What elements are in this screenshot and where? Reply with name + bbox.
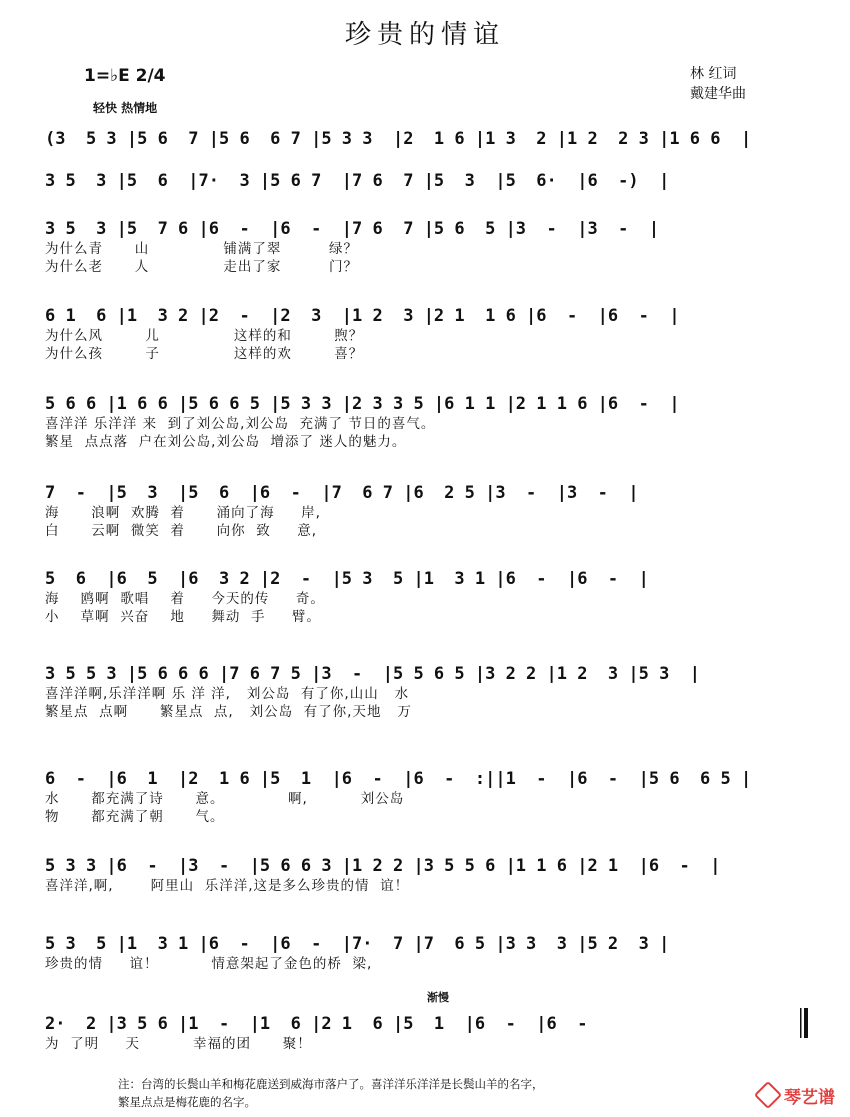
lyric-verse-1: 为什么青 山 铺满了翠 绿？ [45,241,358,257]
lyric-verse-2: 物 都充满了朝 气。 [45,809,225,825]
watermark-text: 琴艺谱 [784,1088,835,1108]
notes-line: 5 6 6 |1 6 6 |5 6 6 5 |5 3 3 |2 3 3 5 |6 1 1 |2 1 1 6 |6 - | [45,394,680,414]
composer: 戴建华曲 [690,86,746,102]
lyric-verse-1: 为什么风 儿 这样的和 煦？ [45,328,364,344]
score-row [45,482,815,540]
credits [690,64,746,104]
lyric-verse-2: 繁星点 点啊 繁星点 点, 刘公岛 有了你,天地 万 [45,704,412,720]
lyric-verse-1: 珍贵的情 谊！ 情意架起了金色的桥 梁, [45,956,373,972]
footnote [118,1075,544,1111]
score-row [45,128,815,150]
lyric-verse-1: 为 了明 天 幸福的团 聚！ [45,1036,312,1052]
watermark-logo [758,1083,835,1108]
score-row [45,393,815,451]
lyric-verse-1: 喜洋洋 乐洋洋 来 到了刘公岛,刘公岛 充满了 节日的喜气。 [45,416,436,432]
lyric-verse-2: 繁星 点点落 户在刘公岛,刘公岛 增添了 迷人的魅力。 [45,434,407,450]
lyric-verse-1: 水 都充满了诗 意。 啊, 刘公岛 [45,791,405,807]
footnote-line: 注：台湾的长鬓山羊和梅花鹿送到威海市落户了。喜洋洋乐洋洋是长鬓山羊的名字， [118,1077,544,1091]
lyric-verse-2: 白 云啊 微笑 着 向你 致 意, [45,523,317,539]
notes-line: 6 - |6 1 |2 1 6 |5 1 |6 - |6 - :||1 - |6 - |5 6 6 5 | [45,769,752,789]
notes-line: 6 1 6 |1 3 2 |2 - |2 3 |1 2 3 |2 1 1 6 |6 - |6 - | [45,306,680,326]
lyric-verse-1: 喜洋洋啊,乐洋洋啊 乐 洋 洋, 刘公岛 有了你,山山 水 [45,686,410,702]
tempo-direction: 渐慢 [427,991,449,1004]
lyric-verse-2: 为什么孩 子 这样的欢 喜？ [45,346,364,362]
final-barline [800,1008,810,1038]
score-row [45,1013,815,1053]
notes-line: 2· 2 |3 5 6 |1 - |1 6 |2 1 6 |5 1 |6 - |6 - [45,1014,608,1034]
lyricist: 林 红词 [690,66,737,82]
notes-line: 5 6 |6 5 |6 3 2 |2 - |5 3 5 |1 3 1 |6 - |6 - | [45,569,649,589]
tempo-marking: 轻快 热情地 [93,101,158,115]
score-row [45,305,815,363]
key-signature: 1=♭E 2/4 [84,66,166,86]
score-row [45,768,815,826]
lyric-verse-1: 海 浪啊 欢腾 着 涌向了海 岸, [45,505,321,521]
score-row [45,218,815,276]
score-row [45,933,815,973]
lyric-verse-1: 喜洋洋,啊, 阿里山 乐洋洋,这是多么珍贵的情 谊！ [45,878,410,894]
notes-line: 5 3 5 |1 3 1 |6 - |6 - |7· 7 |7 6 5 |3 3 3 |5 2 3 | [45,934,670,954]
score-row [45,663,815,721]
lyric-verse-1: 海 鸥啊 歌唱 着 今天的传 奇。 [45,591,325,607]
notes-line: (3 5 3 |5 6 7 |5 6 6 7 |5 3 3 |2 1 6 |1 3 2 |1 2 2 3 |1 6 6 | [45,129,752,149]
notes-line: 3 5 3 |5 6 |7· 3 |5 6 7 |7 6 7 |5 3 |5 6· |6 -) | [45,171,670,191]
lyric-verse-2: 为什么老 人 走出了家 门？ [45,259,358,275]
score-row [45,855,815,895]
song-title: 珍贵的情谊 [344,20,505,50]
notes-line: 3 5 5 3 |5 6 6 6 |7 6 7 5 |3 - |5 5 6 5 |3 2 2 |1 2 3 |5 3 | [45,664,701,684]
lyric-verse-2: 小 草啊 兴奋 地 舞动 手 臂。 [45,609,321,625]
notes-line: 7 - |5 3 |5 6 |6 - |7 6 7 |6 2 5 |3 - |3 - | [45,483,639,503]
logo-icon [754,1081,782,1109]
score-row [45,568,815,626]
notes-line: 5 3 3 |6 - |3 - |5 6 6 3 |1 2 2 |3 5 5 6 |1 1 6 |2 1 |6 - | [45,856,721,876]
footnote-line: 繁星点点是梅花鹿的名字。 [118,1095,256,1109]
notes-line: 3 5 3 |5 7 6 |6 - |6 - |7 6 7 |5 6 5 |3 - |3 - | [45,219,660,239]
score-row [45,170,815,192]
